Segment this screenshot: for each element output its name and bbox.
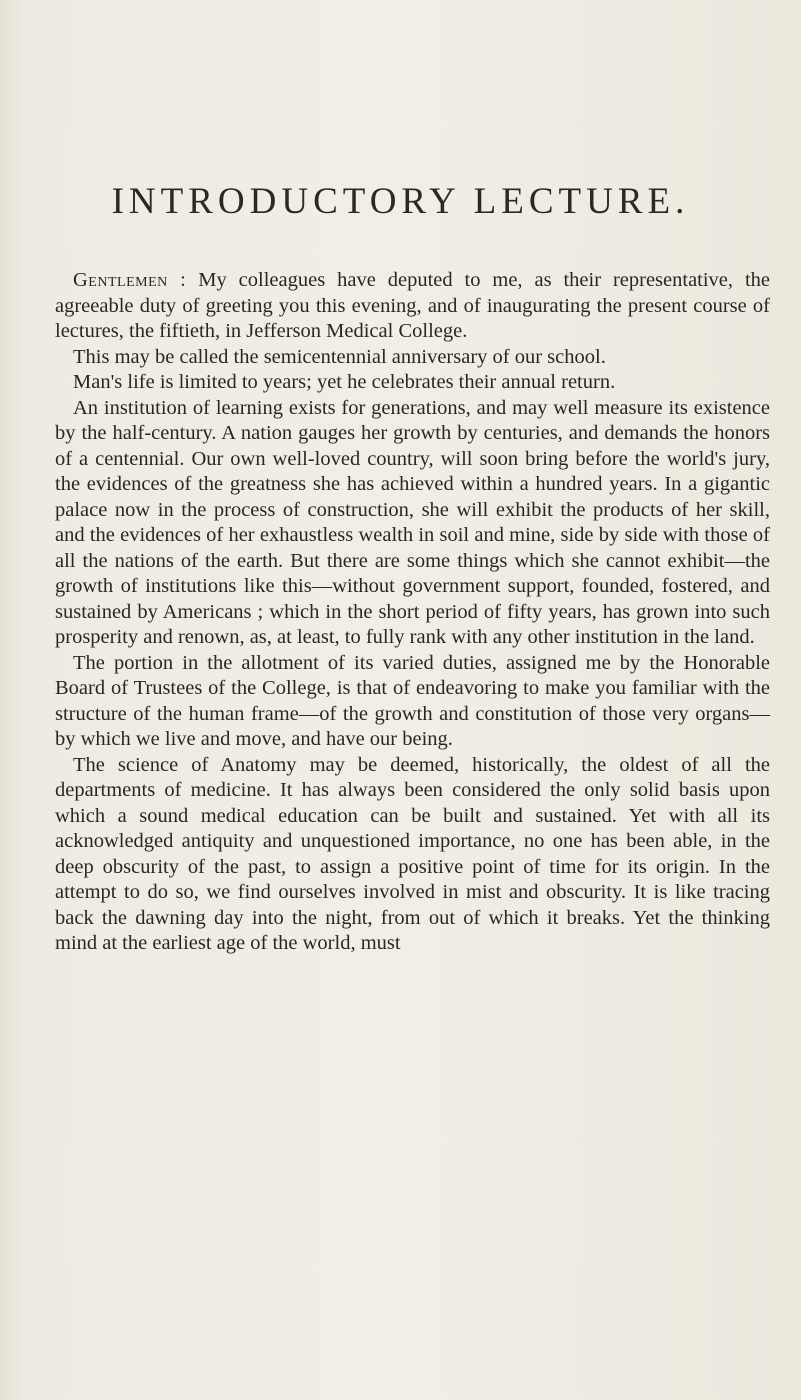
paragraph [55,268,770,345]
paragraph [55,396,770,651]
paragraph [55,753,770,957]
paragraph-text: The science of Anatomy may be deemed, historically, the oldest of all the departments of medicine. It has always been considered the only solid basis upon which a sound medical education can be built and sustained. Yet with all its acknowledged antiquity and unquestioned importance, no one has been able, in the deep obscurity of the past, to assign a positive point of time for its origin. In the attempt to do so, we find ourselves involved in mist and obscurity. It is like tracing back the dawning day into the night, from out of which it breaks. Yet the thinking mind at the earliest age of the world, must [55,753,770,954]
paragraph-text: An institution of learning exists for generations, and may well measure its existence by the half-century. A nation gauges her growth by centuries, and demands the honors of a centennial. Our own well-loved country, will soon bring before the world's jury, the evidences of the greatness she has achieved within a hundred years. In a gigantic palace now in the process of construction, she will exhibit the products of her skill, and the evidences of her exhaustless wealth in soil and mine, side by side with those of all the nations of the earth. But there are some things which she cannot exhibit—the growth of institutions like this—without government support, founded, fostered, and sustained by Americans ; which in the short period of fifty years, has grown into such prosperity and renown, as, at least, to fully rank with any other institution in the land. [55,396,770,648]
paragraph-text: This may be called the semicentennial anniversary of our school. [73,345,606,368]
page-title: INTRODUCTORY LECTURE. [111,181,690,222]
paragraph [55,370,770,396]
paragraph-text: The portion in the allotment of its varied duties, assigned me by the Honorable Board of Trustees of the College, is that of endeavoring to make you familiar with the structure of the human frame—of the growth and constitution of those very organs—by which we live and move, and have our being. [55,651,770,750]
paragraph-text: Man's life is limited to years; yet he celebrates their annual return. [73,371,616,393]
paragraph [55,345,770,371]
lecture-body [55,268,770,957]
paragraph [55,651,770,753]
paragraph-text: My colleagues have deputed to me, as their representative, the agreeable duty of greeting you this evening, and of inaugurating the present course of lectures, the fiftieth, in Jefferson Medical College. [55,269,770,342]
salutation: Gentlemen : [73,269,187,291]
